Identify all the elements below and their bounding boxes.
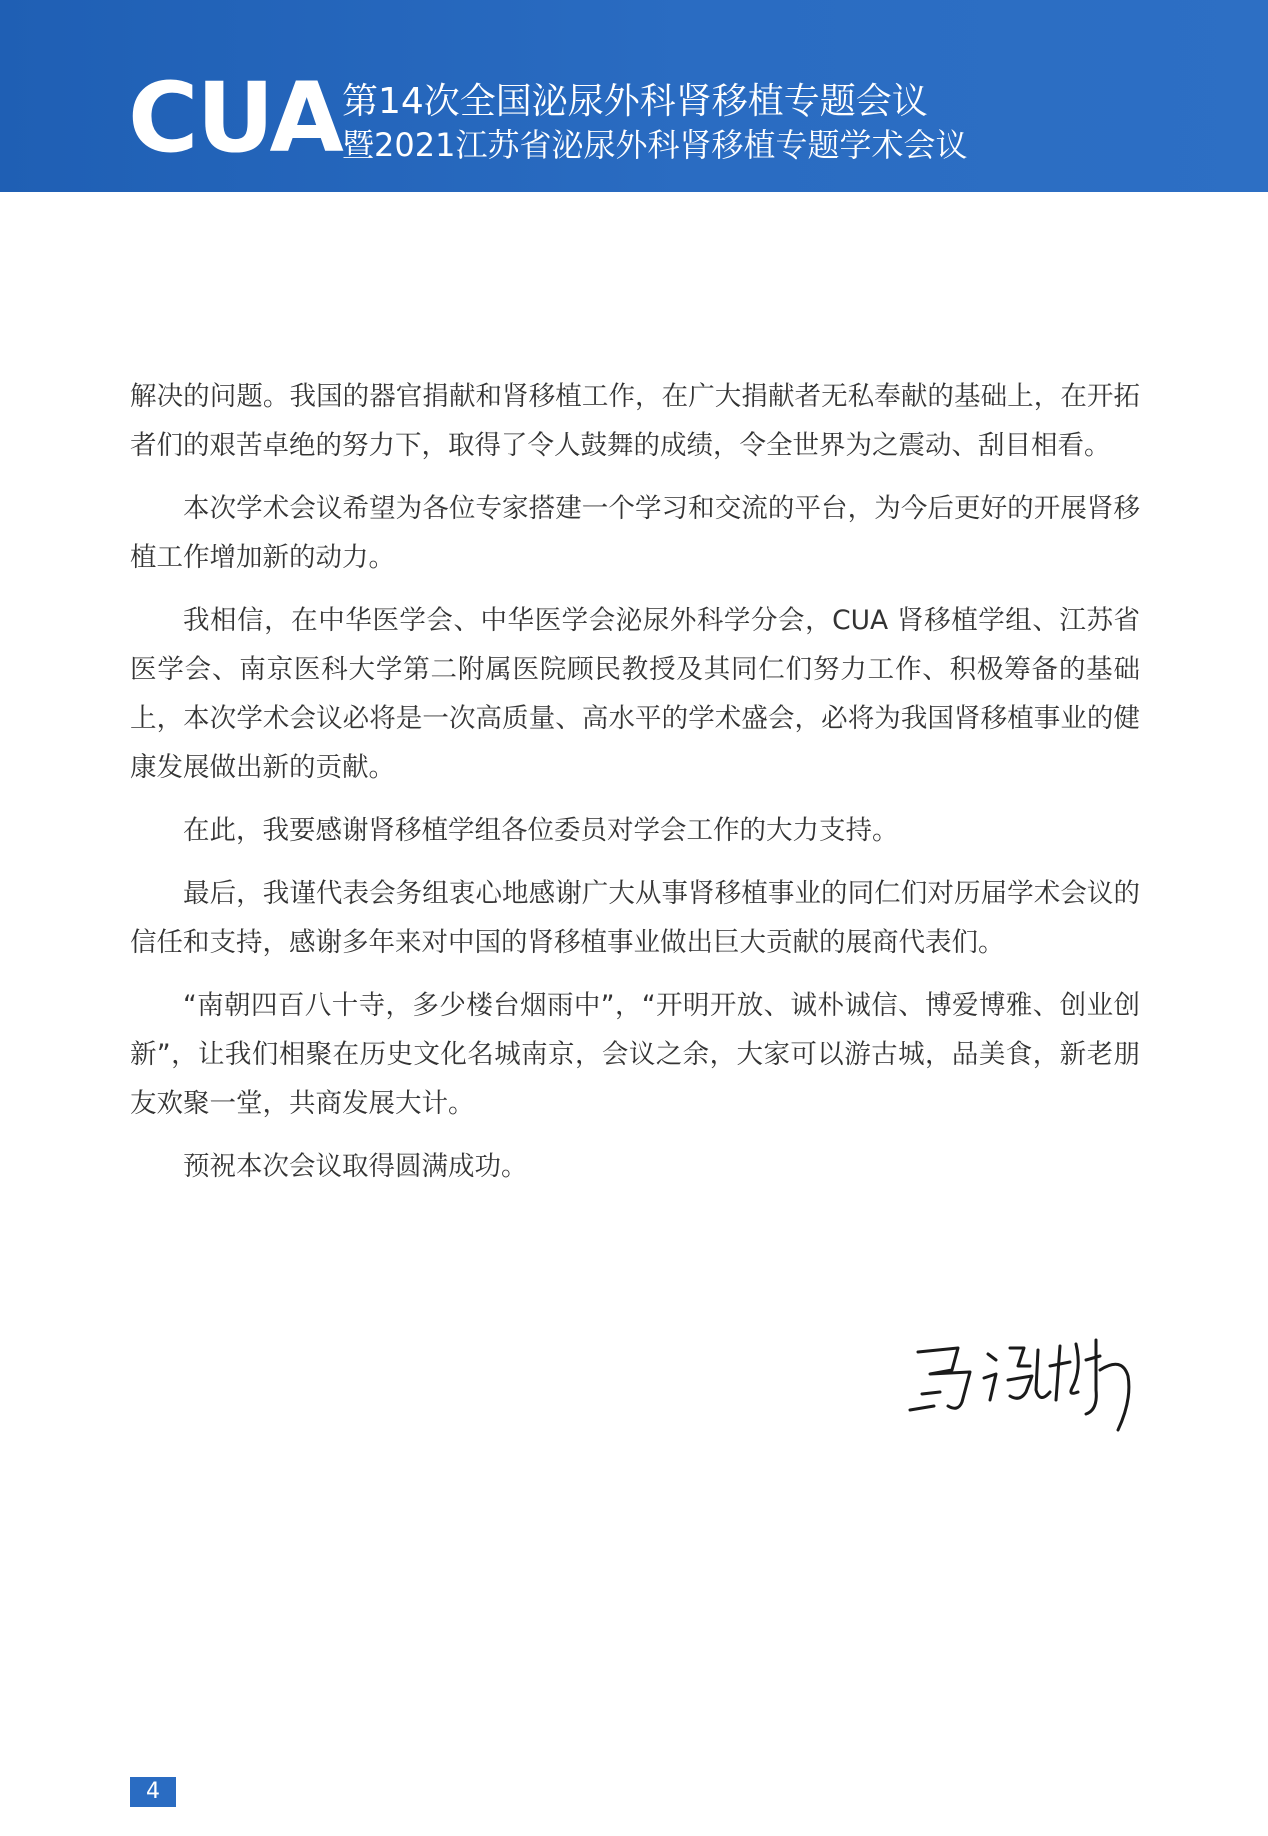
- paragraph-3: 我相信，在中华医学会、中华医学会泌尿外科学分会，CUA 肾移植学组、江苏省医学会、南京医科大学第二附属医院顾民教授及其同仁们努力工作、积极筹备的基础上，本次学术会议必将是一次高质量、高水平的学术盛会，必将为我国肾移植事业的健康发展做出新的贡献。: [130, 605, 1140, 783]
- cua-logo: CUA: [128, 62, 342, 174]
- letter-body: [130, 372, 1140, 1205]
- paragraph-1: 解决的问题。我国的器官捐献和肾移植工作，在广大捐献者无私奉献的基础上，在开拓者们的艰苦卓绝的努力下，取得了令人鼓舞的成绩，令全世界为之震动、刮目相看。: [130, 381, 1140, 461]
- paragraph-5: 最后，我谨代表会务组衷心地感谢广大从事肾移植事业的同仁们对历届学术会议的信任和支持，感谢多年来对中国的肾移植事业做出巨大贡献的展商代表们。: [130, 878, 1140, 958]
- conference-title-line2: 暨2021江苏省泌尿外科肾移植专题学术会议: [342, 126, 968, 164]
- paragraph-6: “南朝四百八十寺，多少楼台烟雨中”，“开明开放、诚朴诚信、博爱博雅、创业创新”，让我们相聚在历史文化名城南京，会议之余，大家可以游古城，品美食，新老朋友欢聚一堂，共商发展大计。: [130, 990, 1140, 1119]
- conference-title-line1: 第14次全国泌尿外科肾移植专题会议: [342, 81, 928, 122]
- handwritten-signature-icon: [900, 1330, 1140, 1440]
- header-banner: [0, 0, 1268, 192]
- conference-title: [342, 80, 967, 166]
- paragraph-4: 在此，我要感谢肾移植学组各位委员对学会工作的大力支持。: [183, 815, 899, 846]
- paragraph-2: 本次学术会议希望为各位专家搭建一个学习和交流的平台，为今后更好的开展肾移植工作增加新的动力。: [130, 493, 1140, 573]
- paragraph-7: 预祝本次会议取得圆满成功。: [183, 1151, 528, 1182]
- page-number-badge: 4: [130, 1777, 176, 1807]
